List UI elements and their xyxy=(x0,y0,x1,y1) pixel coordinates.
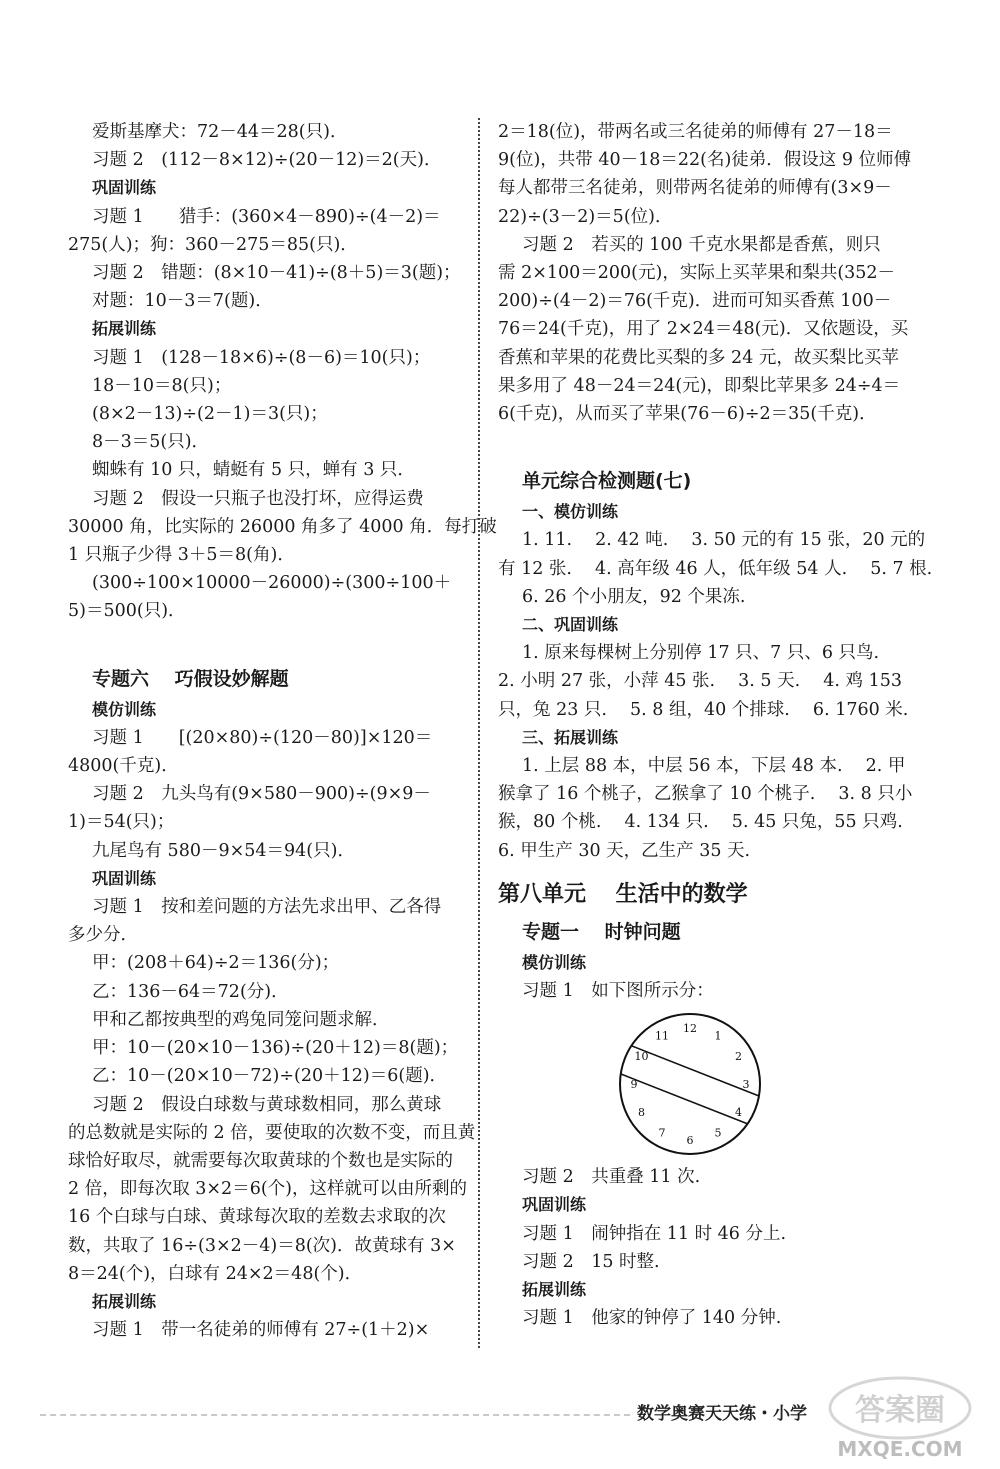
text-line: 习题 1 他家的钟停了 140 分钟. xyxy=(522,1308,782,1329)
text-line: 8＝24(个)，白球有 24×2＝48(个)． xyxy=(68,1263,363,1284)
section-spacer xyxy=(68,626,460,662)
watermark-url: MXQE.COM xyxy=(837,1437,963,1461)
subsection-heading: 三、拓展训练 xyxy=(522,727,619,747)
subsection-heading: 巩固训练 xyxy=(92,178,157,198)
text-line: 爱斯基摩犬：72－44＝28(只)． xyxy=(92,122,348,142)
watermark-logo xyxy=(820,1368,980,1464)
text-line: 香蕉和苹果的花费比买梨的多 24 元，故买梨比买苹 xyxy=(498,347,899,368)
text-line: 习题 1 闹钟指在 11 时 46 分上. xyxy=(522,1223,787,1244)
clock-number: 4 xyxy=(734,1106,742,1120)
clock-number: 2 xyxy=(734,1050,742,1064)
text-line: 习题 1 猎手：(360×4－890)÷(4－2)＝ xyxy=(92,206,441,227)
text-line: 需 2×100＝200(元)，实际上买苹果和梨共(352－ xyxy=(498,263,896,284)
text-line: 甲：(208＋64)÷2＝136(分)； xyxy=(92,953,340,974)
text-line: 猴拿了 16 个桃子，乙猴拿了 10 个桃子. 3. 8 只小 xyxy=(498,784,913,805)
text-line: 习题 1 (128－18×6)÷(8－6)＝10(只)； xyxy=(92,347,431,368)
text-line: 22)÷(3－2)＝5(位)． xyxy=(498,206,673,227)
clock-figure xyxy=(498,1005,900,1163)
column-divider xyxy=(478,118,480,1348)
text-line: 习题 2 (112－8×12)÷(20－12)＝2(天)． xyxy=(92,150,442,171)
text-line: 习题 1 带一名徒弟的师傅有 27÷(1＋2)× xyxy=(92,1320,430,1341)
text-line: 18－10＝8(只)； xyxy=(92,375,232,396)
section-heading: 专题六 巧假设妙解题 xyxy=(92,667,289,690)
text-line: 6. 26 个小朋友，92 个果冻. xyxy=(522,586,746,607)
text-line: (300÷100×10000－26000)÷(300÷100＋ xyxy=(92,573,452,594)
text-line: 30000 角，比实际的 26000 角多了 4000 角．每打破 xyxy=(68,516,497,537)
clock-face xyxy=(610,1005,770,1163)
text-line: 有 12 张. 4. 高年级 46 人，低年级 54 人. 5. 7 根. xyxy=(498,558,933,579)
text-line: 果多用了 48－24＝24(元)，即梨比苹果多 24÷4＝ xyxy=(498,375,901,396)
text-line: 2＝18(位)，带两名或三名徒弟的师傅有 27－18＝ xyxy=(498,122,893,142)
clock-number: 11 xyxy=(655,1029,669,1043)
text-line: 每人都带三名徒弟，则带两名徒弟的师傅有(3×9－ xyxy=(498,178,892,199)
clock-number: 5 xyxy=(714,1126,722,1140)
text-line: 对题：10－3＝7(题)． xyxy=(92,291,273,312)
text-line: 九尾鸟有 580－9×54＝94(只)． xyxy=(92,840,355,861)
footer-book-title: 数学奥赛天天练・小学 xyxy=(637,1404,807,1424)
text-line: 16 个白球与白球、黄球每次取的差数去求取的次 xyxy=(68,1207,446,1228)
text-line: 275(人)；狗：360－275＝85(只)． xyxy=(68,234,358,255)
text-line: 8－3＝5(只)． xyxy=(92,432,210,453)
text-line: 数，共取了 16÷(3×2－4)＝8(次)．故黄球有 3× xyxy=(68,1235,456,1256)
clock-number: 6 xyxy=(686,1134,694,1148)
text-line: 习题 1 按和差问题的方法先求出甲、乙各得 xyxy=(92,897,442,918)
text-line: 蜘蛛有 10 只，蜻蜓有 5 只，蝉有 3 只． xyxy=(92,460,415,481)
text-line: 1)＝54(只)； xyxy=(68,812,175,833)
text-line: 习题 2 若买的 100 千克水果都是香蕉，则只 xyxy=(522,234,881,255)
text-line: 只，兔 23 只. 5. 8 组，40 个排球. 6. 1760 米. xyxy=(498,699,909,720)
text-line: 6. 甲生产 30 天，乙生产 35 天. xyxy=(498,840,751,861)
text-line: 的总数就是实际的 2 倍，要使取的次数不变，而且黄 xyxy=(68,1122,476,1143)
text-line: 200)÷(4－2)＝76(千克)．进而可知买香蕉 100－ xyxy=(498,291,892,312)
section-spacer xyxy=(498,865,900,875)
text-line: 习题 2 15 时整. xyxy=(522,1251,660,1272)
text-line: 甲和乙都按典型的鸡兔同笼问题求解． xyxy=(92,1009,390,1030)
text-line: 9(位)，共带 40－18＝22(名)徒弟．假设这 9 位师傅 xyxy=(498,150,912,171)
text-line: 1 只瓶子少得 3＋5＝8(角)． xyxy=(68,545,295,566)
clock-number: 9 xyxy=(630,1078,638,1092)
text-line: 2 倍，即每次取 3×2＝6(个)，这样就可以由所剩的 xyxy=(68,1179,467,1200)
text-line: 球恰好取尽，就需要每次取黄球的个数也是实际的 xyxy=(68,1150,453,1171)
right-column xyxy=(498,118,933,1333)
text-line: 猴，80 个桃. 4. 134 只. 5. 45 只兔，55 只鸡. xyxy=(498,812,903,833)
clock-number: 10 xyxy=(634,1050,649,1064)
text-line: 5)＝500(只)． xyxy=(68,601,186,622)
subsection-heading: 拓展训练 xyxy=(522,1280,587,1300)
text-line: 1. 上层 88 本，中层 56 本，下层 48 本. 2. 甲 xyxy=(522,756,906,777)
section-heading: 单元综合检测题(七) xyxy=(522,470,692,493)
left-column xyxy=(68,118,497,1344)
text-line: 1. 原来每棵树上分别停 17 只、7 只、6 只鸟. xyxy=(522,643,880,664)
clock-number: 1 xyxy=(714,1029,722,1043)
text-line: 4800(千克)． xyxy=(68,756,179,777)
section-spacer xyxy=(498,428,900,464)
unit-heading: 第八单元 生活中的数学 xyxy=(498,881,748,907)
text-line: 习题 2 假设一只瓶子也没打坏，应得运费 xyxy=(92,488,424,509)
subsection-heading: 巩固训练 xyxy=(92,868,157,888)
subsection-heading: 模仿训练 xyxy=(92,699,157,719)
text-line: 习题 1 [(20×80)÷(120－80)]×120＝ xyxy=(92,727,433,748)
text-line: 甲：10－(20×10－136)÷(20＋12)＝8(题)； xyxy=(92,1038,459,1059)
text-line: 习题 1 如下图所示分： xyxy=(522,981,714,1002)
clock-rim xyxy=(620,1014,760,1154)
clock-number: 8 xyxy=(638,1106,646,1120)
subsection-heading: 拓展训练 xyxy=(92,1291,157,1311)
text-line: (8×2－13)÷(2－1)＝3(只)； xyxy=(92,404,328,425)
text-line: 多少分． xyxy=(68,925,138,946)
watermark-logo-text: 答案圈 xyxy=(855,1393,945,1428)
footer-dashed-line xyxy=(40,1414,630,1416)
subsection-heading: 一、模仿训练 xyxy=(522,502,619,522)
text-line: 习题 2 共重叠 11 次. xyxy=(522,1167,701,1188)
section-heading: 专题一 时钟问题 xyxy=(522,920,681,943)
subsection-heading: 拓展训练 xyxy=(92,319,157,339)
text-line: 76＝24(千克)，用了 2×24＝48(元)．又依题设，买 xyxy=(498,319,909,340)
text-line: 乙：136－64＝72(分)． xyxy=(92,981,289,1002)
text-line: 乙：10－(20×10－72)÷(20＋12)＝6(题)． xyxy=(92,1066,448,1087)
subsection-heading: 模仿训练 xyxy=(522,952,587,972)
text-line: 习题 2 九头鸟有(9×580－900)÷(9×9－ xyxy=(92,784,431,805)
subsection-heading: 二、巩固训练 xyxy=(522,615,619,635)
subsection-heading: 巩固训练 xyxy=(522,1195,587,1215)
clock-number: 7 xyxy=(658,1126,666,1140)
text-line: 习题 2 错题：(8×10－41)÷(8＋5)＝3(题)； xyxy=(92,263,461,284)
text-line: 6(千克)，从而买了苹果(76－6)÷2＝35(千克)． xyxy=(498,404,877,425)
clock-number: 12 xyxy=(683,1022,697,1036)
text-line: 1. 11. 2. 42 吨. 3. 50 元的有 15 张，20 元的 xyxy=(522,530,926,551)
text-line: 习题 2 假设白球数与黄球数相同，那么黄球 xyxy=(92,1094,442,1115)
text-line: 2. 小明 27 张，小萍 45 张. 3. 5 天. 4. 鸡 153 xyxy=(498,671,902,692)
clock-number: 3 xyxy=(742,1078,750,1092)
